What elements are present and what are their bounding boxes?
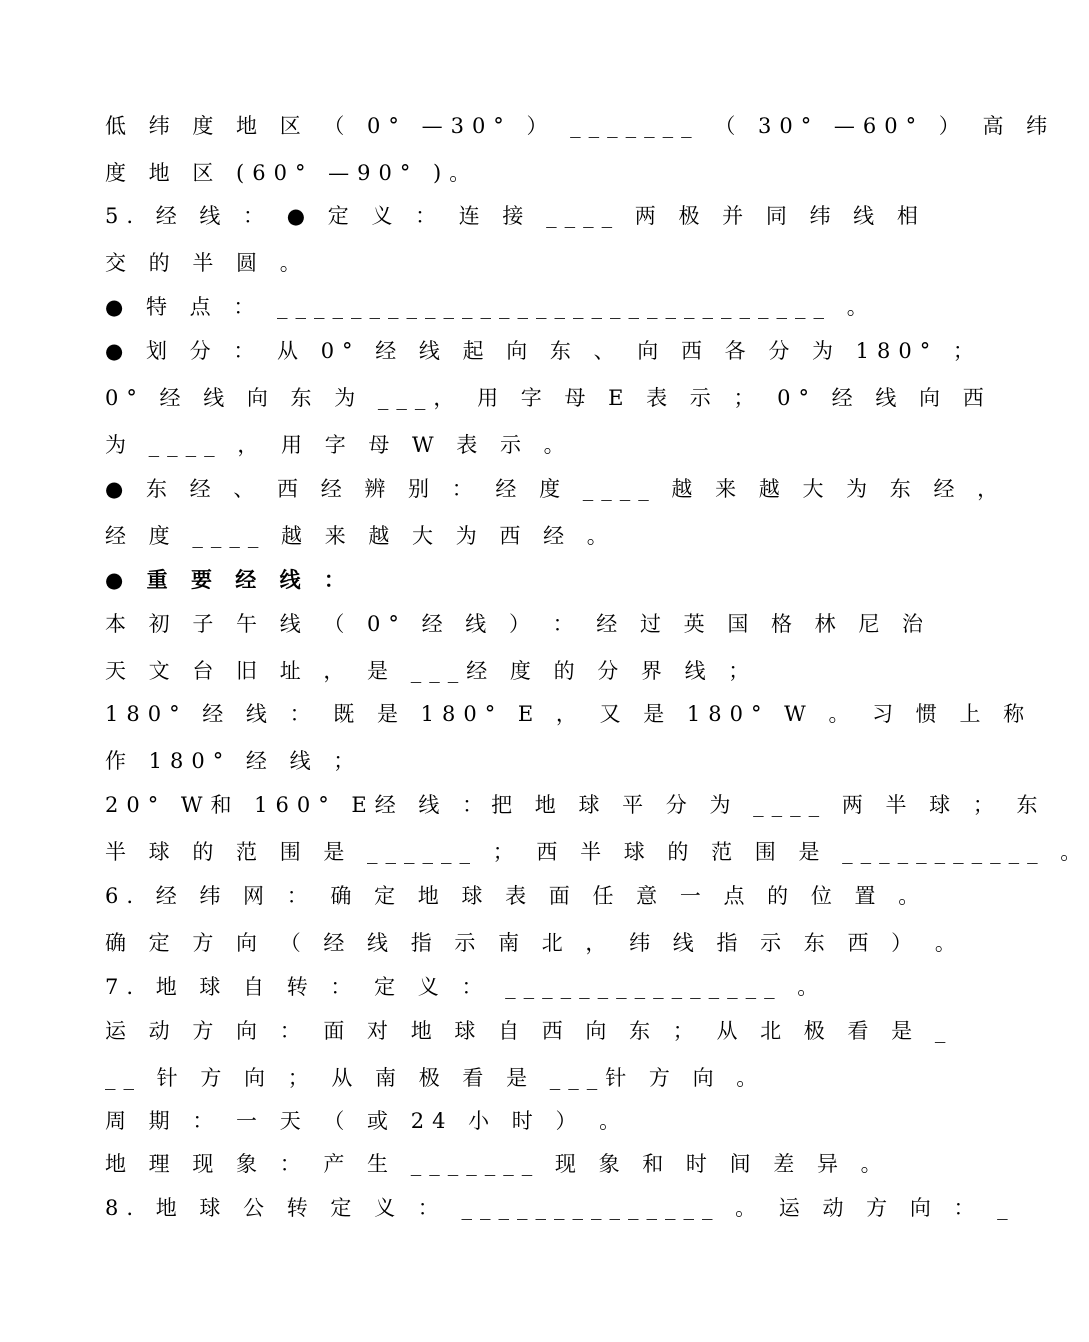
text-line-15: 作 180° 经 线 ；: [105, 749, 363, 773]
text-line-11: ● 重 要 经 线 ：: [105, 567, 353, 592]
text-line-1: 低 纬 度 地 区 （ 0° —30° ） _______ （ 30° —60° ） 高 纬: [105, 114, 1056, 138]
text-line-13: 天 文 台 旧 址 ， 是 ___经 度 的 分 界 线 ；: [105, 659, 758, 683]
text-line-5: ● 特 点 ： ______________________________ 。: [105, 295, 876, 319]
text-line-7: 0° 经 线 向 东 为 ___， 用 字 母 E 表 示 ； 0° 经 线 向 西: [105, 386, 992, 410]
text-line-21: 运 动 方 向 ： 面 对 地 球 自 西 向 东 ； 从 北 极 看 是 _: [105, 1019, 954, 1043]
text-line-19: 确 定 方 向 （ 经 线 指 示 南 北 ， 纬 线 指 示 东 西 ） 。: [105, 931, 964, 955]
text-line-18: 6. 经 纬 网 ： 确 定 地 球 表 面 任 意 一 点 的 位 置 。: [105, 884, 928, 908]
text-line-4: 交 的 半 圆 。: [105, 251, 309, 275]
text-line-22: __ 针 方 向 ； 从 南 极 看 是 ___针 方 向 。: [105, 1066, 766, 1090]
text-line-23: 周 期 ： 一 天 （ 或 24 小 时 ） 。: [105, 1109, 629, 1133]
text-line-14: 180° 经 线 ： 既 是 180° E ， 又 是 180° W 。 习 惯 上 称: [105, 702, 1033, 726]
text-line-9: ● 东 经 、 西 经 辨 别 ： 经 度 ____ 越 来 越 大 为 东 经 ，: [105, 477, 1007, 501]
text-line-2: 度 地 区 (60° —90° )。: [105, 161, 479, 185]
text-line-6: ● 划 分 ： 从 0° 经 线 起 向 东 、 向 西 各 分 为 180° ；: [105, 339, 982, 363]
text-line-25: 8. 地 球 公 转 定 义 ： ______________ 。 运 动 方 向 ： _: [105, 1196, 1016, 1220]
text-line-24: 地 理 现 象 ： 产 生 _______ 现 象 和 时 间 差 异 。: [105, 1152, 890, 1176]
text-line-8: 为 ____ ， 用 字 母 W 表 示 。: [105, 433, 573, 457]
text-line-16: 20° W和 160° E经 线 ：把 地 球 平 分 为 ____ 两 半 球 ； 东: [105, 793, 1046, 817]
text-line-20: 7. 地 球 自 转 ： 定 义 ： _______________ 。: [105, 975, 827, 999]
text-line-17: 半 球 的 范 围 是 ______ ； 西 半 球 的 范 围 是 ___________ 。: [105, 840, 1089, 864]
text-line-12: 本 初 子 午 线 （ 0° 经 线 ） ： 经 过 英 国 格 林 尼 治: [105, 612, 932, 636]
text-line-10: 经 度 ____ 越 来 越 大 为 西 经 。: [105, 524, 616, 548]
text-line-3: 5. 经 线 ： ● 定 义 ： 连 接 ____ 两 极 并 同 纬 线 相: [105, 204, 926, 228]
